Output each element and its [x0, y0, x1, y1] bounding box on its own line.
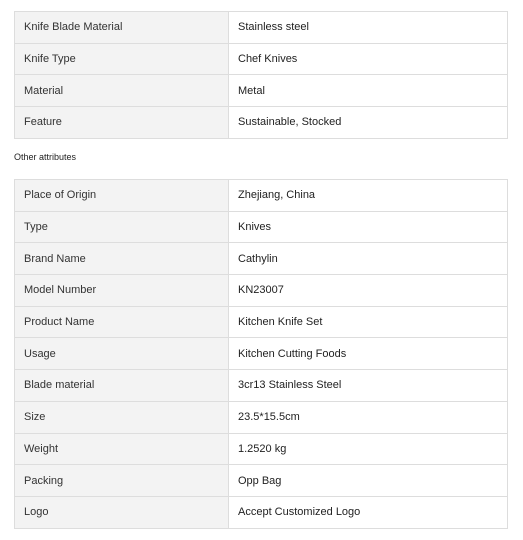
attribute-value: Kitchen Knife Set [229, 306, 508, 338]
attribute-value: Kitchen Cutting Foods [229, 338, 508, 370]
attribute-label: Usage [15, 338, 229, 370]
key-attributes-table [14, 11, 508, 139]
table-row [15, 496, 508, 528]
table-row [15, 465, 508, 497]
other-attributes-heading: Other attributes [14, 152, 77, 162]
attribute-value: KN23007 [229, 275, 508, 307]
attribute-label: Brand Name [15, 243, 229, 275]
attribute-value: Accept Customized Logo [229, 496, 508, 528]
attribute-value: Cathylin [229, 243, 508, 275]
attribute-label: Blade material [15, 370, 229, 402]
attribute-value: Opp Bag [229, 465, 508, 497]
table-row [15, 338, 508, 370]
attribute-value: 1.2520 kg [229, 433, 508, 465]
attribute-label: Packing [15, 465, 229, 497]
attribute-value: 23.5*15.5cm [229, 401, 508, 433]
table-row [15, 275, 508, 307]
attribute-label: Size [15, 401, 229, 433]
attribute-label: Knife Blade Material [15, 12, 229, 44]
attribute-label: Logo [15, 496, 229, 528]
attribute-label: Feature [15, 107, 229, 139]
attribute-label: Type [15, 211, 229, 243]
attribute-label: Place of Origin [15, 180, 229, 212]
attribute-value: Stainless steel [229, 12, 508, 44]
table-row [15, 12, 508, 44]
table-row [15, 243, 508, 275]
table-row [15, 107, 508, 139]
attribute-value: Sustainable, Stocked [229, 107, 508, 139]
attribute-value: Zhejiang, China [229, 180, 508, 212]
attribute-label: Material [15, 75, 229, 107]
table-row [15, 75, 508, 107]
table-row [15, 370, 508, 402]
table-row [15, 43, 508, 75]
table-row [15, 180, 508, 212]
attribute-label: Model Number [15, 275, 229, 307]
other-attributes-table [14, 179, 508, 529]
attribute-label: Product Name [15, 306, 229, 338]
attribute-label: Knife Type [15, 43, 229, 75]
table-row [15, 433, 508, 465]
table-row [15, 401, 508, 433]
attribute-value: Chef Knives [229, 43, 508, 75]
attribute-label: Weight [15, 433, 229, 465]
table-row [15, 211, 508, 243]
attribute-value: 3cr13 Stainless Steel [229, 370, 508, 402]
table-row [15, 306, 508, 338]
attribute-value: Knives [229, 211, 508, 243]
attribute-value: Metal [229, 75, 508, 107]
